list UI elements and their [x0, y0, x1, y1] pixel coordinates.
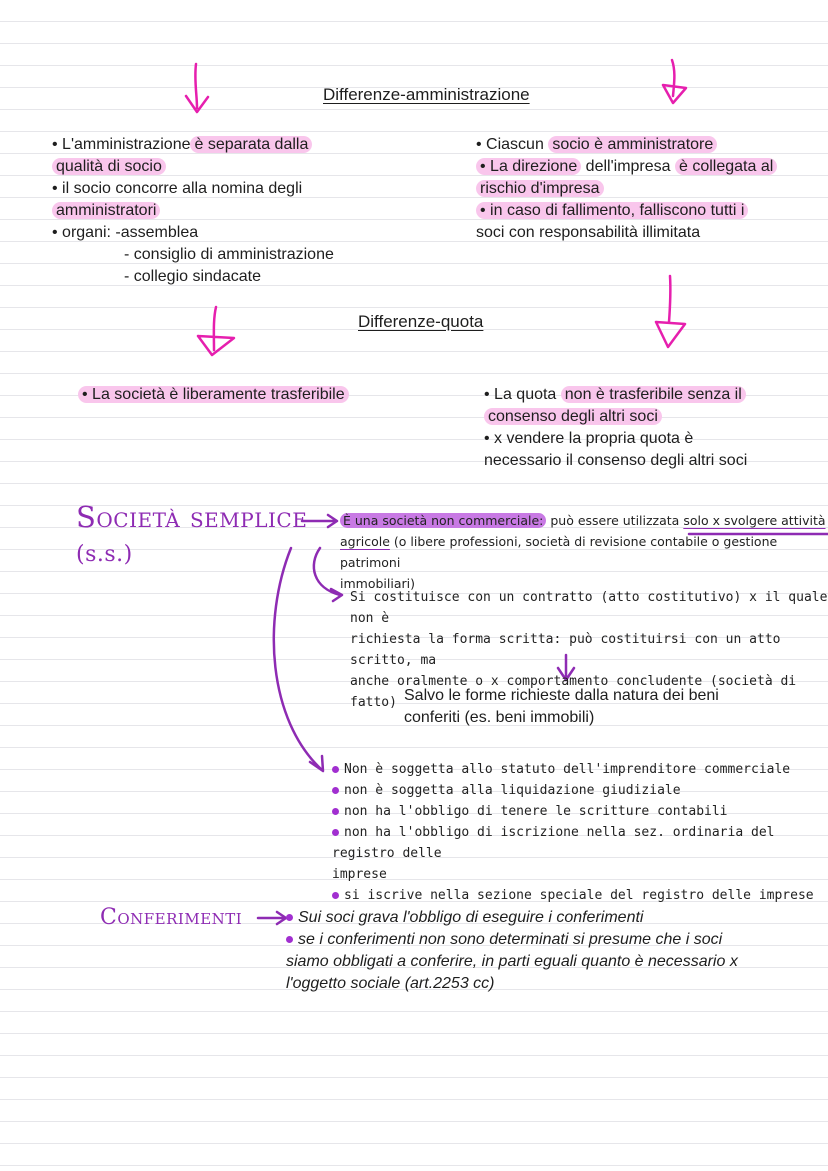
admin-right-line-4: • in caso di fallimento, falliscono tutti i [476, 200, 826, 222]
admin-title: Differenze-amministrazione [323, 85, 530, 104]
bullet-4: non ha l'obbligo di iscrizione nella sez. ordinaria del registro delle [332, 825, 775, 861]
societa-title: Società semplice [76, 500, 308, 534]
salvo-line-1: Salvo le forme richieste dalla natura dei beni [404, 687, 719, 704]
quota-title: Differenze-quota [358, 312, 484, 331]
right-arrow-icon [258, 912, 286, 924]
definition-line-1: È una società non commerciale: può essere utilizzata solo x svolgere attività [340, 510, 828, 531]
conferimenti-line-1: Sui soci grava l'obbligo di eseguire i conferimenti [286, 907, 826, 929]
bullet-2: non è soggetta alla liquidazione giudiziale [332, 780, 828, 801]
bullet-5: si iscrive nella sezione speciale del registro delle imprese [332, 885, 828, 906]
bullet-dot-icon [332, 766, 339, 773]
admin-right-column [476, 134, 826, 244]
admin-organi-3: - collegio sindacate [124, 268, 261, 285]
down-arrow-icon [186, 64, 208, 112]
curve-arrow-icon [314, 548, 342, 601]
admin-organi-2: - consiglio di amministrazione [124, 246, 334, 263]
salvo-line-2: conferiti (es. beni immobili) [404, 709, 595, 726]
societa-abbr: (s.s.) [76, 542, 133, 567]
bullet-dot-icon [286, 914, 293, 921]
bullet-dot-icon [332, 808, 339, 815]
conferimenti-line-4: l'oggetto sociale (art.2253 cc) [286, 975, 495, 992]
down-arrow-icon [663, 60, 686, 103]
admin-left-line-4: amministratori [52, 200, 382, 222]
quota-left [78, 384, 349, 406]
quota-right-column [484, 384, 824, 472]
bullet-dot-icon [332, 787, 339, 794]
admin-right-line-1: • Ciascun socio è amministratore [476, 134, 826, 156]
admin-left-line-1: • L'amministrazione è separata dalla [52, 134, 382, 156]
admin-organi: • organi: -assemblea [52, 224, 199, 241]
admin-right-line-3: rischio d'impresa [476, 178, 826, 200]
costituzione-line-2: richiesta la forma scritta: può costituirsi con un atto scritto, ma [350, 632, 781, 668]
admin-right-line-2: • La direzione dell'impresa è collegata al [476, 156, 826, 178]
conferimenti-text [286, 907, 826, 995]
quota-right-line-4: necessario il consenso degli altri soci [484, 452, 748, 469]
curve-arrow-icon [274, 548, 323, 771]
societa-salvo [404, 685, 824, 729]
definition-line-3: immobiliari) [340, 576, 415, 591]
bullet-dot-icon [332, 892, 339, 899]
costituzione-line-1: Si costituisce con un contratto (atto costitutivo) x il quale non è [350, 590, 828, 626]
quota-right-line-1: • La quota non è trasferibile senza il [484, 384, 824, 406]
conferimenti-line-2: se i conferimenti non sono determinati si presume che i soci [286, 929, 826, 951]
societa-bullets [332, 759, 828, 906]
quota-right-line-3: • x vendere la propria quota è [484, 430, 694, 447]
conferimenti-line-3: siamo obbligati a conferire, in parti eguali quanto è necessario x [286, 953, 738, 970]
societa-definition [340, 510, 828, 594]
quota-right-line-2: consenso degli altri soci [484, 406, 824, 428]
bullet-dot-icon [286, 936, 293, 943]
admin-left-column [52, 134, 382, 288]
definition-line-2: agricole (o libere professioni, società di revisione contabile o gestione patrimoni [340, 534, 778, 570]
bullet-dot-icon [332, 829, 339, 836]
admin-left-line-2: qualità di socio [52, 156, 382, 178]
admin-left-line-3: • il socio concorre alla nomina degli [52, 180, 303, 197]
bullet-3: non ha l'obbligo di tenere le scritture contabili [332, 801, 828, 822]
conferimenti-title: Conferimenti [100, 905, 243, 930]
down-arrow-icon [656, 276, 685, 347]
bullet-1: Non è soggetta allo statuto dell'imprenditore commerciale [332, 759, 828, 780]
bullet-4-cont: imprese [332, 867, 387, 882]
down-arrow-icon [198, 307, 234, 355]
quota-left-text: • La società è liberamente trasferibile [78, 386, 349, 403]
admin-right-line-5: soci con responsabilità illimitata [476, 224, 701, 241]
costituzione-line-3: anche oralmente o x comportamento concludente (società di fatto) [350, 674, 797, 710]
